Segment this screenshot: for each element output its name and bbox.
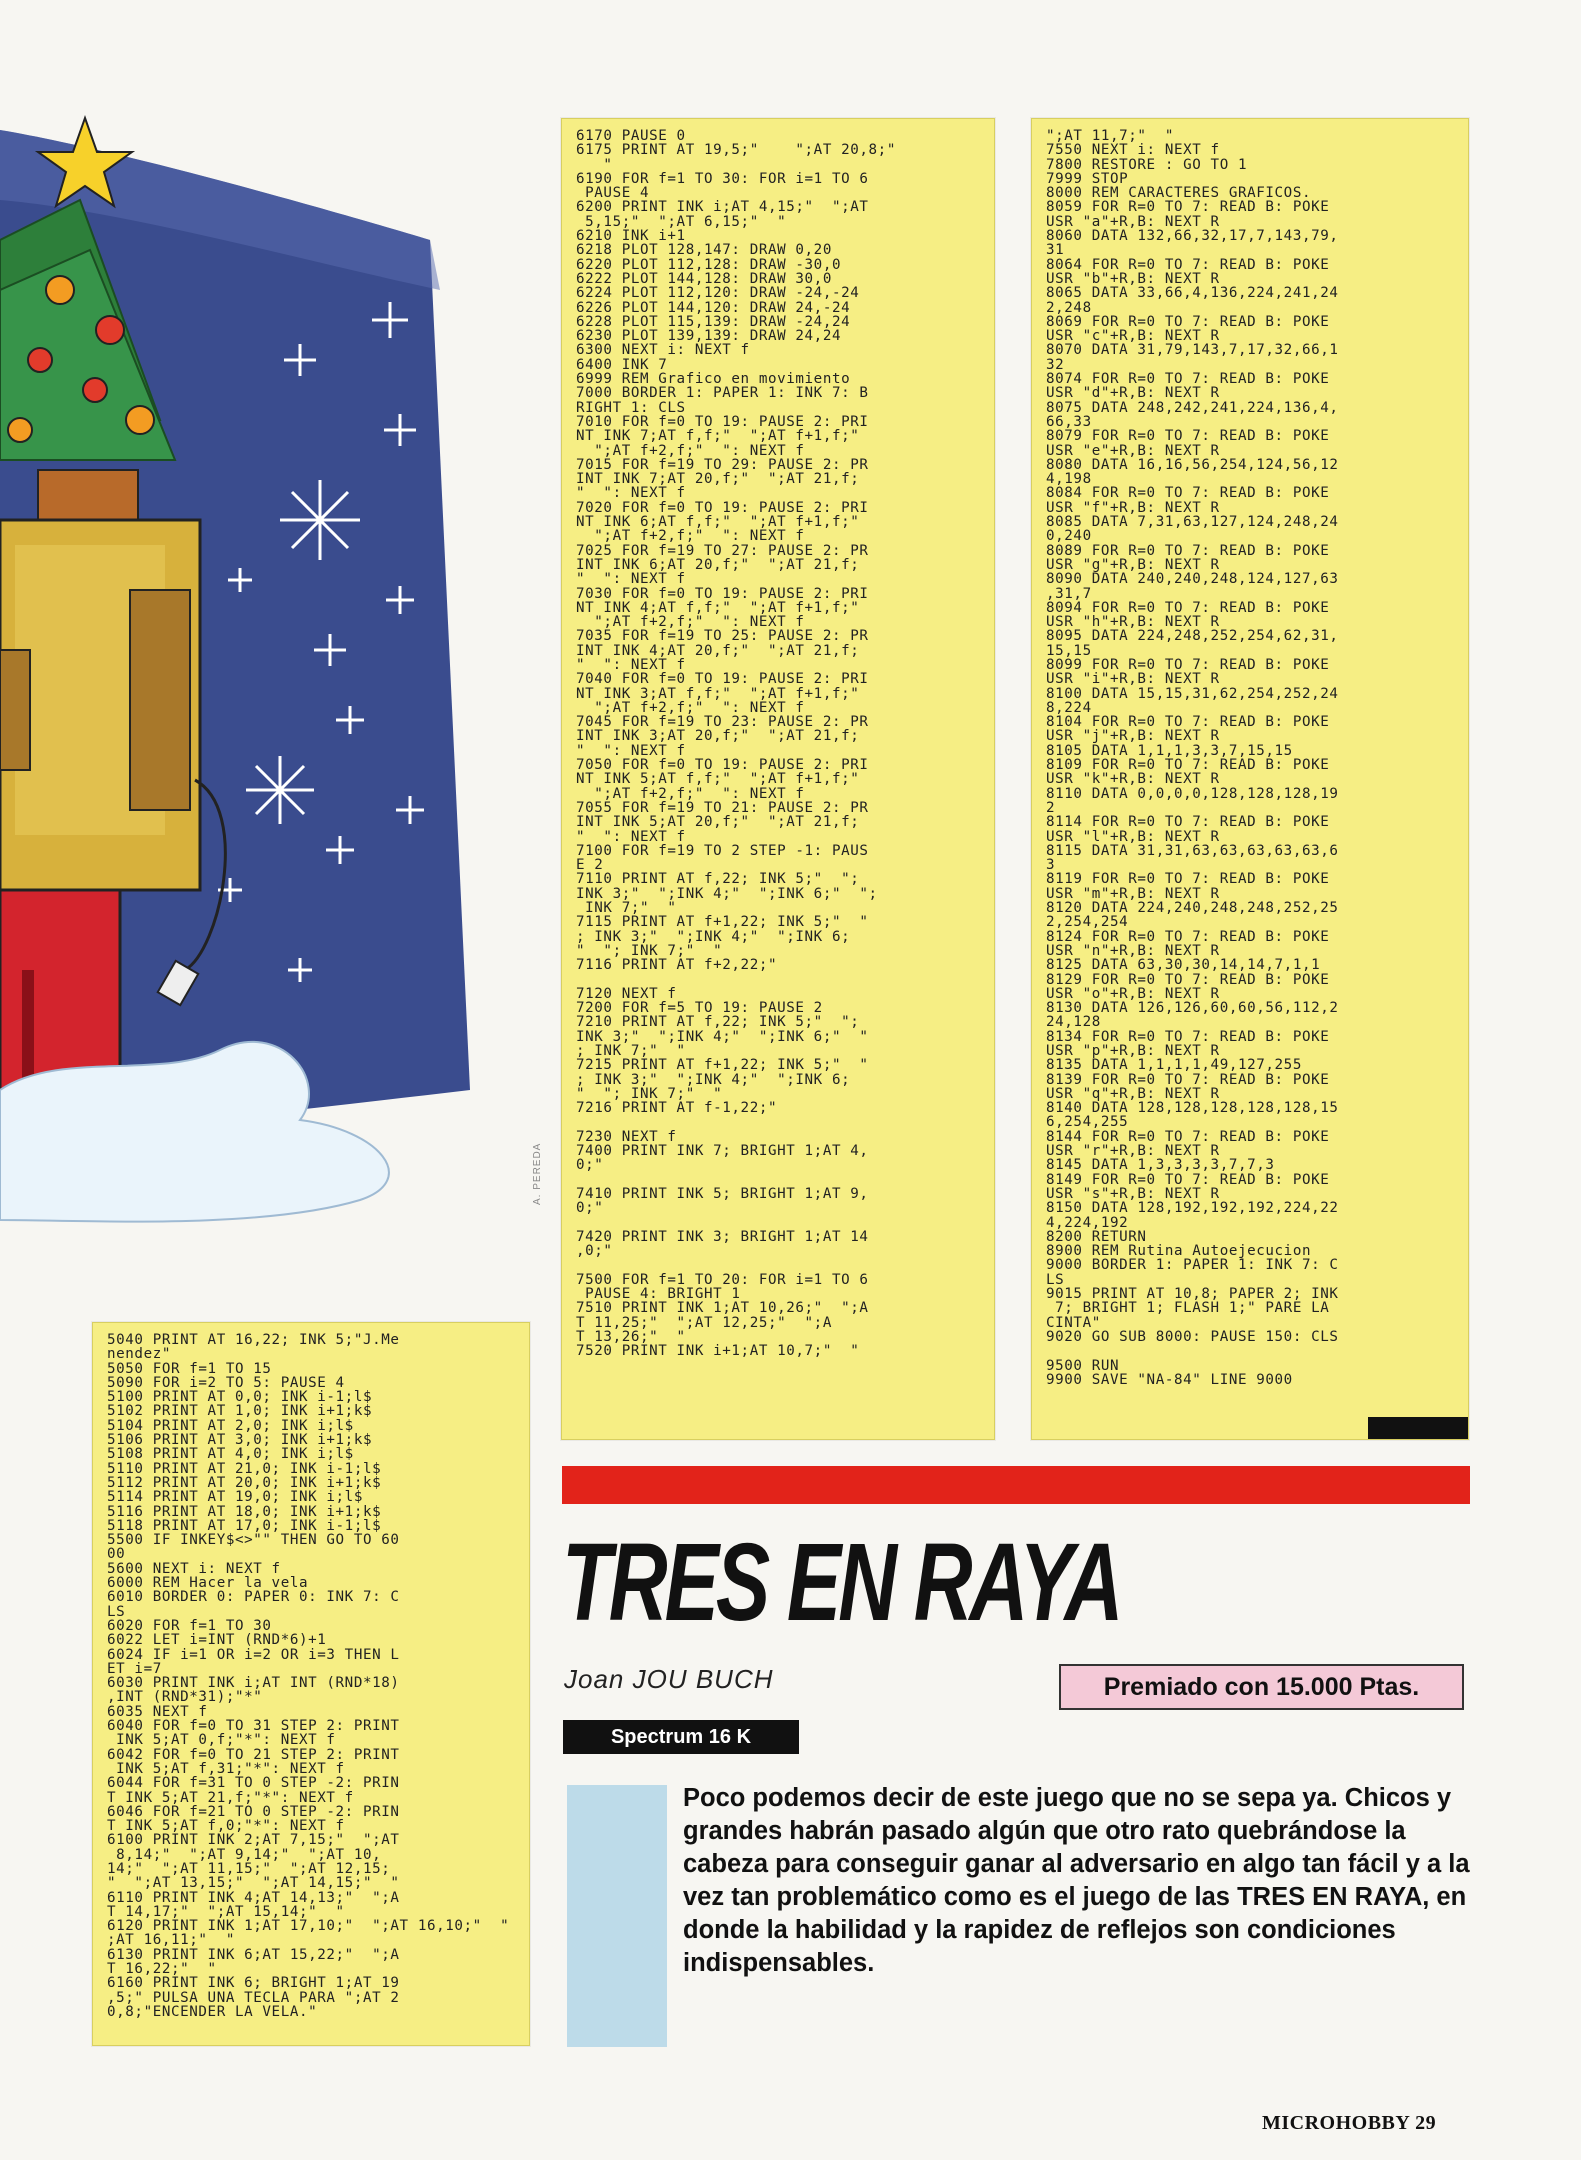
code-listing-column-2: [1031, 118, 1469, 1440]
christmas-tree-drawing: [0, 90, 555, 1230]
basic-code-listing: 6170 PAUSE 0 6175 PRINT AT 19,5;" ";AT 20,8;" " 6190 FOR f=1 TO 30: FOR i=1 TO 6 PAUSE 4 6200 PRINT INK i;AT 4,15;" ";AT 5,15;" ";AT 6,15;" " 6210 INK i+1 6218 PLOT 128,147: DRAW 0,20 6220 PLOT 112,128: DRAW -30,0 6222 PLOT 144,128: DRAW 30,0 6224 PLOT 112,120: DRAW -24,-24 6226 PLOT 144,120: DRAW 24,-24 6228 PLOT 115,139: DRAW -24,24 6230 PLOT 139,139: DRAW 24,24 6300 NEXT i: NEXT f 6400 INK 7 6999 REM Grafico en movimiento 7000 BORDER 1: PAPER 1: INK 7: B RIGHT 1: CLS 7010 FOR f=0 TO 19: PAUSE 2: PRI NT INK 7;AT f,f;" ";AT f+1,f;" ";AT f+2,f;" ": NEXT f 7015 FOR f=19 TO 29: PAUSE 2: PR INT INK 7;AT 20,f;" ";AT 21,f; " ": NEXT f 7020 FOR f=0 TO 19: PAUSE 2: PRI NT INK 6;AT f,f;" ";AT f+1,f;" ";AT f+2,f;" ": NEXT f 7025 FOR f=19 TO 27: PAUSE 2: PR INT INK 6;AT 20,f;" ";AT 21,f; " ": NEXT f 7030 FOR f=0 TO 19: PAUSE 2: PRI NT INK 4;AT f,f;" ";AT f+1,f;" ";AT f+2,f;" ": NEXT f 7035 FOR f=19 TO 25: PAUSE 2: PR INT INK 4;AT 20,f;" ";AT 21,f; " ": NEXT f 7040 FOR f=0 TO 19: PAUSE 2: PRI NT INK 3;AT f,f;" ";AT f+1,f;" ";AT f+2,f;" ": NEXT f 7045 FOR f=19 TO 23: PAUSE 2: PR INT INK 3;AT 20,f;" ";AT 21,f; " ": NEXT f 7050 FOR f=0 TO 19: PAUSE 2: PRI NT INK 5;AT f,f;" ";AT f+1,f;" ";AT f+2,f;" ": NEXT f 7055 FOR f=19 TO 21: PAUSE 2: PR INT INK 5;AT 20,f;" ";AT 21,f; " ": NEXT f 7100 FOR f=19 TO 2 STEP -1: PAUS E 2 7110 PRINT AT f,22; INK 5;" "; INK 3;" ";INK 4;" ";INK 6;" "; INK 7;" " 7115 PRINT AT f+1,22; INK 5;" " ; INK 3;" ";INK 4;" ";INK 6; " "; INK 7;" " 7116 PRINT AT f+2,22;" 7120 NEXT f 7200 FOR f=5 TO 19: PAUSE 2 7210 PRINT AT f,22; INK 5;" "; INK 3;" ";INK 4;" ";INK 6;" " ; INK 7;" " 7215 PRINT AT f+1,22; INK 5;" " ; INK 3;" ";INK 4;" ";INK 6; " "; INK 7;" " 7216 PRINT AT f-1,22;" 7230 NEXT f 7400 PRINT INK 7; BRIGHT 1;AT 4, 0;" 7410 PRINT INK 5; BRIGHT 1;AT 9, 0;" 7420 PRINT INK 3; BRIGHT 1;AT 14 ,0;" 7500 FOR f=1 TO 20: FOR i=1 TO 6 PAUSE 4: BRIGHT 1 7510 PRINT INK 1;AT 10,26;" ";A T 11,25;" ";AT 12,25;" ";A T 13,26;" " 7520 PRINT INK i+1;AT 10,7;" ": [576, 128, 896, 1360]
code-listing-column-1: [561, 118, 995, 1440]
platform-tag: Spectrum 16 K: [563, 1720, 799, 1754]
magazine-name: MICROHOBBY: [1262, 2112, 1410, 2134]
basic-code-listing: 5040 PRINT AT 16,22; INK 5;"J.Me nendez" 5050 FOR f=1 TO 15 5090 FOR i=2 TO 5: PAUSE 4 5100 PRINT AT 0,0; INK i-1;l$ 5102 PRINT AT 1,0; INK i+1;k$ 5104 PRINT AT 2,0; INK i;l$ 5106 PRINT AT 3,0; INK i+1;k$ 5108 PRINT AT 4,0; INK i;l$ 5110 PRINT AT 21,0; INK i-1;l$ 5112 PRINT AT 20,0; INK i+1;k$ 5114 PRINT AT 19,0; INK i;l$ 5116 PRINT AT 18,0; INK i+1;k$ 5118 PRINT AT 17,0; INK i-1;l$ 5500 IF INKEY$<>"" THEN GO TO 60 00 5600 NEXT i: NEXT f 6000 REM Hacer la vela 6010 BORDER 0: PAPER 0: INK 7: C LS 6020 FOR f=1 TO 30 6022 LET i=INT (RND*6)+1 6024 IF i=1 OR i=2 OR i=3 THEN L ET i=7 6030 PRINT INK i;AT INT (RND*18) ,INT (RND*31);"*" 6035 NEXT f 6040 FOR f=0 TO 31 STEP 2: PRINT INK 5;AT 0,f;"*": NEXT f 6042 FOR f=0 TO 21 STEP 2: PRINT INK 5;AT f,31;"*": NEXT f 6044 FOR f=31 TO 0 STEP -2: PRIN T INK 5;AT 21,f;"*": NEXT f 6046 FOR f=21 TO 0 STEP -2: PRIN T INK 5;AT f,0;"*": NEXT f 6100 PRINT INK 2;AT 7,15;" ";AT 8,14;" ";AT 9,14;" ";AT 10, 14;" ";AT 11,15;" ";AT 12,15; " ";AT 13,15;" ";AT 14,15;" " 6110 PRINT INK 4;AT 14,13;" ";A T 14,17;" ";AT 15,14;" " 6120 PRINT INK 1;AT 17,10;" ";AT 16,10;" " ;AT 16,11;" " 6130 PRINT INK 6;AT 15,22;" ";A T 16,22;" " 6160 PRINT INK 6; BRIGHT 1;AT 19 ,5;" PULSA UNA TECLA PARA ";AT 2 0,8;"ENCENDER LA VELA.": [107, 1332, 510, 2020]
illustration-credit: A. PEREDA: [532, 1142, 543, 1205]
intro-accent-box: [567, 1785, 667, 2047]
article-title: TRES EN RAYA: [562, 1521, 1121, 1644]
christmas-tree-illustration: [0, 90, 555, 1230]
listing-end-bar: [1368, 1417, 1468, 1439]
page-footer: [1262, 2112, 1436, 2135]
code-listing-column-3: [92, 1322, 530, 2046]
section-divider-bar: [562, 1466, 1470, 1504]
article-author: Joan JOU BUCH: [564, 1664, 774, 1694]
page-number: 29: [1415, 2112, 1437, 2134]
prize-badge: Premiado con 15.000 Ptas.: [1059, 1664, 1464, 1710]
basic-code-listing: ";AT 11,7;" " 7550 NEXT i: NEXT f 7800 RESTORE : GO TO 1 7999 STOP 8000 REM CARACTERES GRAFICOS. 8059 FOR R=0 TO 7: READ B: POKE USR "a"+R,B: NEXT R 8060 DATA 132,66,32,17,7,143,79, 31 8064 FOR R=0 TO 7: READ B: POKE USR "b"+R,B: NEXT R 8065 DATA 33,66,4,136,224,241,24 2,248 8069 FOR R=0 TO 7: READ B: POKE USR "c"+R,B: NEXT R 8070 DATA 31,79,143,7,17,32,66,1 32 8074 FOR R=0 TO 7: READ B: POKE USR "d"+R,B: NEXT R 8075 DATA 248,242,241,224,136,4, 66,33 8079 FOR R=0 TO 7: READ B: POKE USR "e"+R,B: NEXT R 8080 DATA 16,16,56,254,124,56,12 4,198 8084 FOR R=0 TO 7: READ B: POKE USR "f"+R,B: NEXT R 8085 DATA 7,31,63,127,124,248,24 0,240 8089 FOR R=0 TO 7: READ B: POKE USR "g"+R,B: NEXT R 8090 DATA 240,240,248,124,127,63 ,31,7 8094 FOR R=0 TO 7: READ B: POKE USR "h"+R,B: NEXT R 8095 DATA 224,248,252,254,62,31, 15,15 8099 FOR R=0 TO 7: READ B: POKE USR "i"+R,B: NEXT R 8100 DATA 15,15,31,62,254,252,24 8,224 8104 FOR R=0 TO 7: READ B: POKE USR "j"+R,B: NEXT R 8105 DATA 1,1,1,3,3,7,15,15 8109 FOR R=0 TO 7: READ B: POKE USR "k"+R,B: NEXT R 8110 DATA 0,0,0,0,128,128,128,19 2 8114 FOR R=0 TO 7: READ B: POKE USR "l"+R,B: NEXT R 8115 DATA 31,31,63,63,63,63,63,6 3 8119 FOR R=0 TO 7: READ B: POKE USR "m"+R,B: NEXT R 8120 DATA 224,240,248,248,252,25 2,254,254 8124 FOR R=0 TO 7: READ B: POKE USR "n"+R,B: NEXT R 8125 DATA 63,30,30,14,14,7,1,1 8129 FOR R=0 TO 7: READ B: POKE USR "o"+R,B: NEXT R 8130 DATA 126,126,60,60,56,112,2 24,128 8134 FOR R=0 TO 7: READ B: POKE USR "p"+R,B: NEXT R 8135 DATA 1,1,1,1,49,127,255 8139 FOR R=0 TO 7: READ B: POKE USR "q"+R,B: NEXT R 8140 DATA 128,128,128,128,128,15 6,254,255 8144 FOR R=0 TO 7: READ B: POKE USR "r"+R,B: NEXT R 8145 DATA 1,3,3,3,3,7,7,3 8149 FOR R=0 TO 7: READ B: POKE USR "s"+R,B: NEXT R 8150 DATA 128,192,192,192,224,22 4,224,192 8200 RETURN 8900 REM Rutina Autoejecucion 9000 BORDER 1: PAPER 1: INK 7: C LS 9015 PRINT AT 10,8; PAPER 2; INK 7; BRIGHT 1; FLASH 1;" PARE LA CINTA" 9020 GO SUB 8000: PAUSE 150: CLS 9500 RUN 9900 SAVE "NA-84" LINE 9000: [1046, 128, 1339, 1388]
article-intro: Poco podemos decir de este juego que no se sepa ya. Chicos y grandes habrán pasado algún que otro rato quebrándose la cabeza para conseguir ganar al adversario en algo tan fácil y a la vez tan problemático como es el juego de las TRES EN RAYA, en donde la habilidad y la rapidez de reflejos son condiciones indispensables.: [683, 1784, 1470, 1977]
